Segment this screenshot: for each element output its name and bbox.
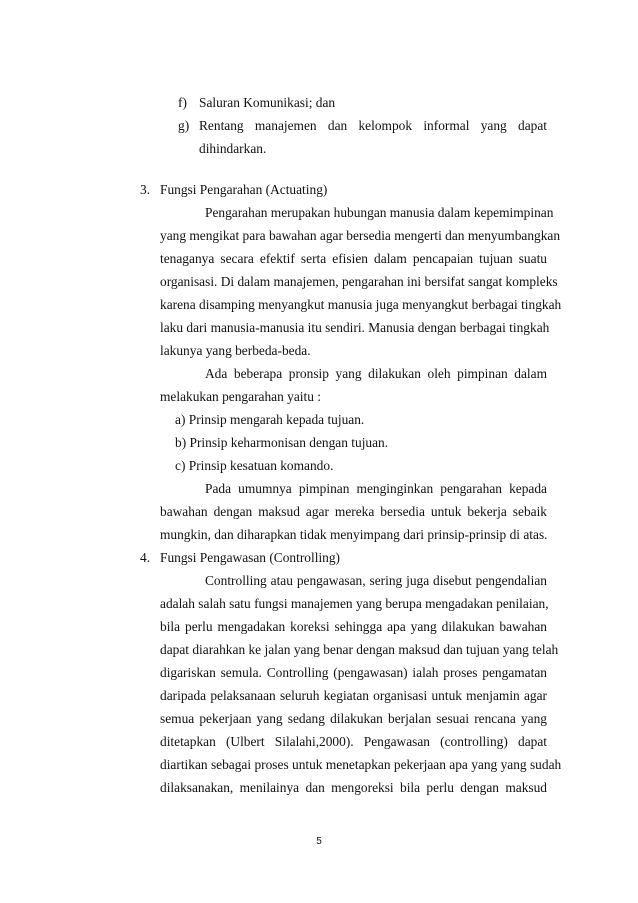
- section-4-heading: Fungsi Pengawasan (Controlling): [160, 550, 341, 565]
- section-3-number: 3.: [140, 182, 151, 197]
- section-4-para1-line: bila perlu mengadakan koreksi sehingga apa yang dilakukan bawahan: [160, 619, 547, 634]
- section-4-para1-line: diartikan sebagai proses untuk menetapkan pekerjaan apa yang yang sudah: [160, 757, 562, 772]
- principle-item: a) Prinsip mengarah kepada tujuan.: [175, 412, 365, 427]
- section-3-para1-line: organisasi. Di dalam manajemen, pengarahan ini bersifat sangat kompleks: [160, 274, 558, 289]
- list-marker-g: g): [178, 118, 190, 133]
- section-3-para1-line: Pengarahan merupakan hubungan manusia dalam kepemimpinan: [205, 205, 554, 220]
- section-4-para1-line: Controlling atau pengawasan, sering juga disebut pengendalian: [205, 573, 547, 588]
- list-marker-f: f): [178, 95, 187, 110]
- principle-item: c) Prinsip kesatuan komando.: [175, 458, 334, 473]
- section-4-number: 4.: [140, 550, 151, 565]
- list-item-f: Saluran Komunikasi; dan: [199, 95, 336, 110]
- section-3-para1-line: tenaganya secara efektif serta efisien dalam pencapaian tujuan suatu: [160, 251, 547, 266]
- section-3-para3-line: mungkin, dan diharapkan tidak menyimpang dari prinsip-prinsip di atas.: [160, 527, 548, 542]
- list-item-g-line2: dihindarkan.: [199, 141, 267, 156]
- page-number: 5: [316, 836, 322, 847]
- section-3-para2-line: Ada beberapa pronsip yang dilakukan oleh pimpinan dalam: [205, 366, 547, 381]
- section-4-para1-line: semua pekerjaan yang sedang dilakukan berjalan sesuai rencana yang: [160, 711, 547, 726]
- section-3-para3-line: Pada umumnya pimpinan menginginkan pengarahan kepada: [205, 481, 547, 496]
- section-3-para2-line: melakukan pengarahan yaitu :: [160, 389, 321, 404]
- section-4-para1-line: dapat diarahkan ke jalan yang benar dengan maksud dan tujuan yang telah: [160, 642, 559, 657]
- list-item-g-line1: Rentang manajemen dan kelompok informal yang dapat: [199, 118, 547, 133]
- section-3-para1-line: lakunya yang berbeda-beda.: [160, 343, 311, 358]
- section-4-para1-line: digariskan semula. Controlling (pengawasan) ialah proses pengamatan: [160, 665, 547, 680]
- section-4-para1-line: adalah salah satu fungsi manajemen yang berupa mengadakan penilaian,: [160, 596, 549, 611]
- section-3-para1-line: karena disamping menyangkut manusia juga menyangkut berbagai tingkah: [160, 297, 562, 312]
- section-3-para1-line: laku dari manusia-manusia itu sendiri. Manusia dengan berbagai tingkah: [160, 320, 550, 335]
- section-4-para1-line: dilaksanakan, menilainya dan mengoreksi bila perlu dengan maksud: [160, 780, 547, 795]
- section-4-para1-line: ditetapkan (Ulbert Silalahi,2000). Pengawasan (controlling) dapat: [160, 734, 547, 749]
- section-3-heading: Fungsi Pengarahan (Actuating): [160, 182, 328, 197]
- principle-item: b) Prinsip keharmonisan dengan tujuan.: [175, 435, 389, 450]
- section-3-para3-line: bawahan dengan maksud agar mereka bersedia untuk bekerja sebaik: [160, 504, 547, 519]
- section-3-para1-line: yang mengikat para bawahan agar bersedia mengerti dan menyumbangkan: [160, 228, 561, 243]
- section-4-para1-line: daripada pelaksanaan seluruh kegiatan organisasi untuk menjamin agar: [160, 688, 547, 703]
